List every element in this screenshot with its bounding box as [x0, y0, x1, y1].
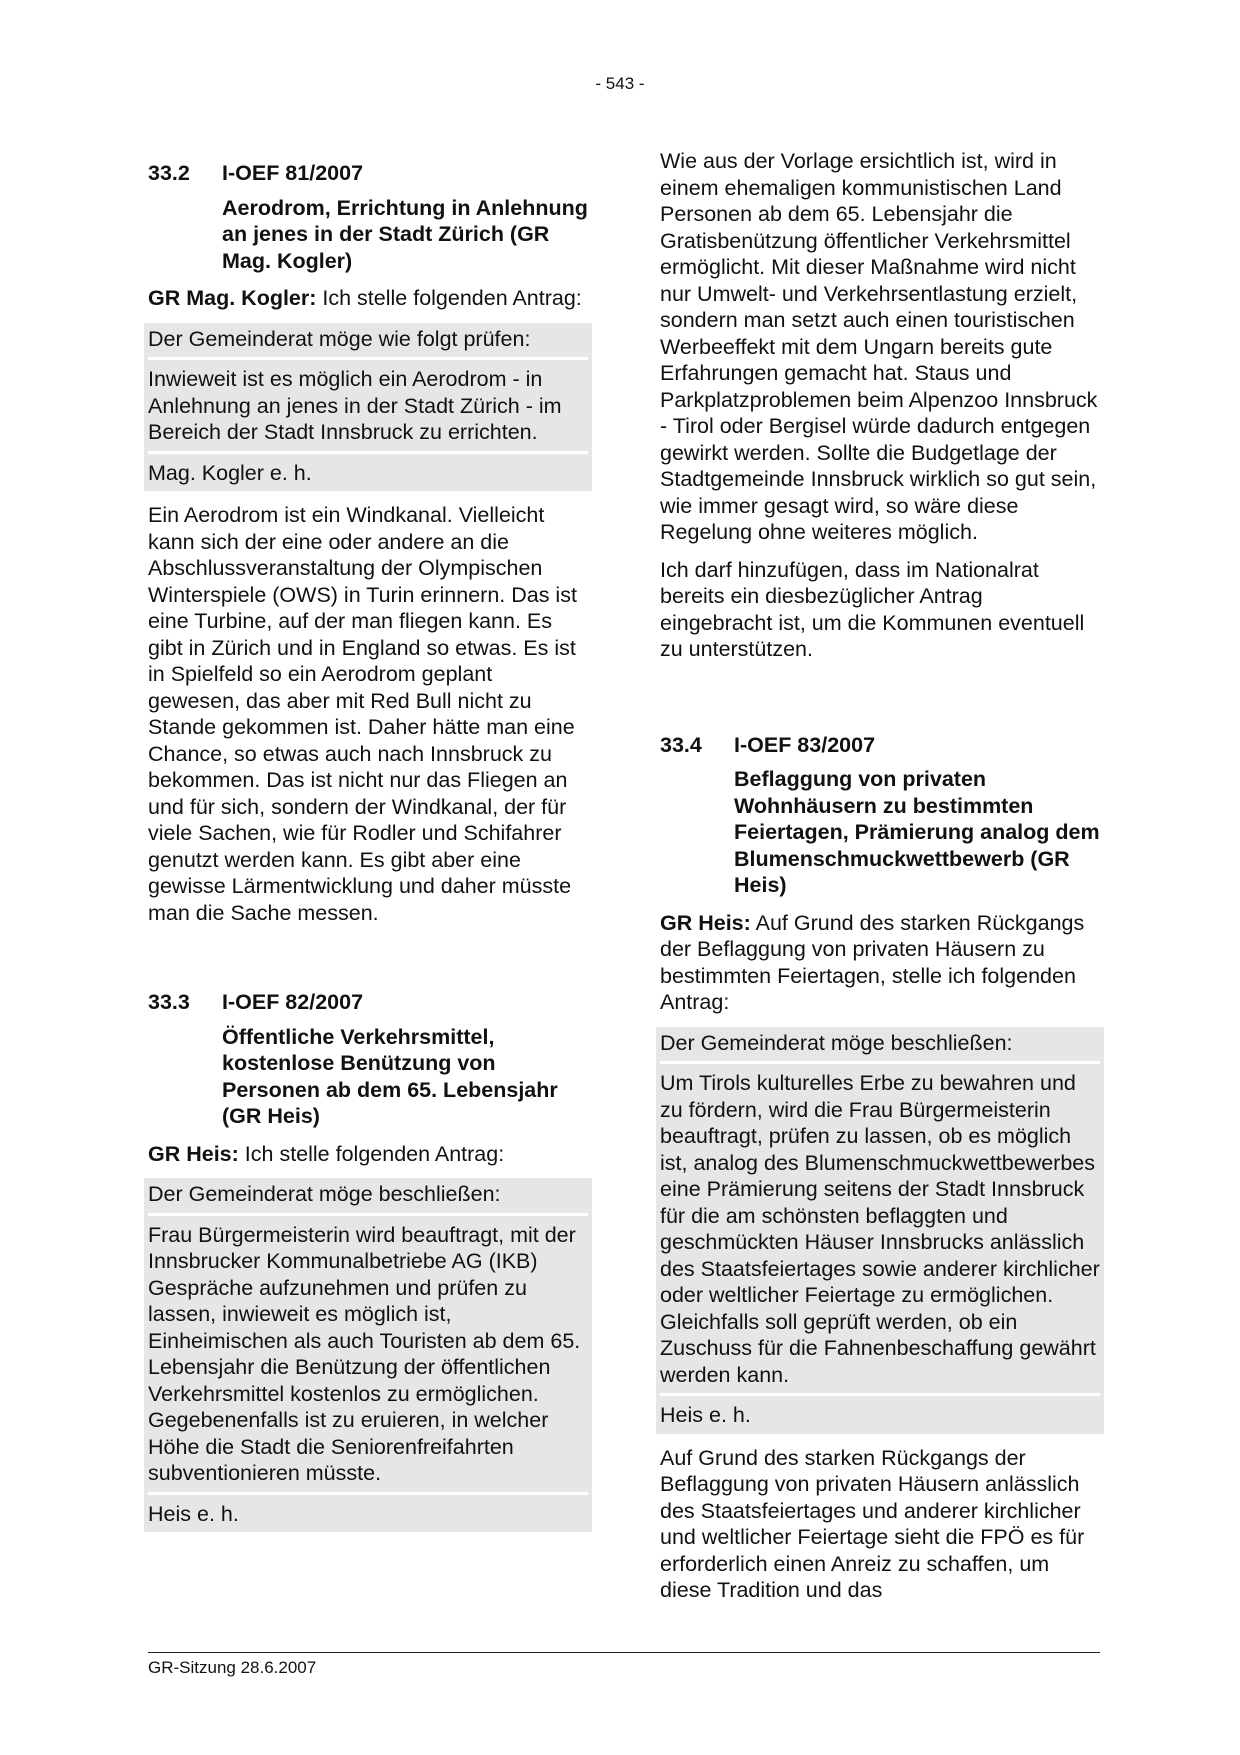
motion-body: Frau Bürgermeisterin wird beauftragt, mit der Innsbrucker Kommunalbetriebe AG (IKB) Gespräche aufzunehmen und prüfen zu lassen, inwieweit es möglich ist, Einheimischen als auch Touristen ab dem 65. Lebensjahr die Benützung der öffentlichen Verkehrsmittel kostenlos zu ermöglichen. Gegebenenfalls ist zu eruieren, in welcher Höhe die Stadt die Seniorenfreifahrten subventionieren müsste.	[148, 1213, 588, 1492]
motion-box	[144, 1178, 592, 1532]
intro-text: Ich stelle folgenden Antrag:	[322, 286, 582, 310]
item-number: 33.4	[660, 732, 702, 757]
motion-head: Der Gemeinderat möge wie folgt prüfen:	[148, 326, 531, 351]
item-number: 33.3	[148, 990, 190, 1014]
explanation-text: Ich darf hinzufügen, dass im Nationalrat bereits ein diesbezüglicher Antrag eingebracht ist, um die Kommunen eventuell zu unterstützen.	[660, 557, 1085, 661]
explanation-text: Wie aus der Vorlage ersichtlich ist, wird in einem ehemaligen kommunistischen Land Personen ab dem 65. Lebensjahr die Gratisbenützung öffentlicher Verkehrsmittel ermöglicht. Mit dieser Maßnahme wird nicht nur Umwelt- und Verkehrsentlastung erzielt, sondern man setzt auch einen touristischen Werbeeffekt mit dem Ungarn bereits gute Erfahrungen gemacht hat. Staus und Parkplatzproblemen beim Alpenzoo Innsbruck - Tirol oder Bergisel würde dadurch entgegen gewirkt werden. Sollte die Budgetlage der Stadtgemeinde Innsbruck wirklich so gut sein, wie immer gesagt wird, so wäre diese Regelung ohne weiteres möglich.	[660, 149, 1098, 544]
item-heading	[148, 160, 588, 187]
item-title: Aerodrom, Errichtung in Anlehnung an jenes in der Stadt Zürich (GR Mag. Kogler)	[222, 195, 588, 273]
footer-divider	[148, 1652, 1100, 1653]
motion-body: Um Tirols kulturelles Erbe zu bewahren und zu fördern, wird die Frau Bürgermeisterin beauftragt, prüfen zu lassen, ob es möglich ist, analog des Blumenschmuckwettbewerbes eine Prämierung seitens der Stadt Innsbruck für die am schönsten beflaggten und geschmückten Häuser Innsbrucks anlässlich des Staatsfeiertages sowie anderer kirchlicher oder weltlicher Feiertage zu ermöglichen. Gleichfalls soll geprüft werden, ob ein Zuschuss für die Fahnenbeschaffung gewährt werden kann.	[660, 1061, 1100, 1393]
motion-sign: Mag. Kogler e. h.	[148, 451, 588, 492]
item-reference: I-OEF 83/2007	[734, 732, 876, 757]
item-33-3	[148, 989, 588, 1532]
speaker-name: GR Mag. Kogler:	[148, 286, 317, 310]
item-heading	[660, 732, 1100, 759]
item-title: Beflaggung von privaten Wohnhäusern zu bestimmten Feiertagen, Prämierung analog dem Blumenschmuckwettbewerb (GR Heis)	[734, 767, 1100, 897]
speaker-intro	[148, 285, 588, 312]
footer-text: GR-Sitzung 28.6.2007	[148, 1658, 317, 1677]
intro-text: Ich stelle folgenden Antrag:	[244, 1141, 505, 1166]
item-33-4	[660, 732, 1100, 1604]
speaker-name: GR Heis:	[660, 910, 751, 935]
item-title: Öffentliche Verkehrsmittel, kostenlose Benützung von Personen ab dem 65. Lebensjahr (GR Heis)	[222, 1024, 558, 1128]
explanation-text: Ein Aerodrom ist ein Windkanal. Vielleicht kann sich der eine oder andere an die Abschlussveranstaltung der Olympischen Winterspiele (OWS) in Turin erinnern. Das ist eine Turbine, auf der man fliegen kann. Es gibt in Zürich und in England so etwas. Es ist in Spielfeld so ein Aerodrom geplant gewesen, das aber mit Red Bull nicht zu Stande gekommen ist. Daher hätte man eine Chance, so etwas auch nach Innsbruck zu bekommen. Das ist nicht nur das Fliegen an und für sich, sondern der Windkanal, der für viele Sachen, wie für Rodler und Schifahrer genutzt werden kann. Es gibt aber eine gewisse Lärmentwicklung und daher müsste man die Sache messen.	[148, 503, 577, 925]
item-reference: I-OEF 81/2007	[222, 161, 364, 185]
left-column	[148, 160, 588, 1543]
motion-sign: Heis e. h.	[660, 1393, 1100, 1434]
item-reference: I-OEF 82/2007	[222, 990, 364, 1014]
right-column	[660, 148, 1100, 1615]
item-33-2	[148, 160, 588, 926]
item-heading	[148, 989, 588, 1016]
motion-body: Inwieweit ist es möglich ein Aerodrom - in Anlehnung an jenes in der Stadt Zürich - im Bereich der Stadt Innsbruck zu errichten.	[148, 357, 588, 451]
speaker-name: GR Heis:	[148, 1141, 239, 1166]
motion-box	[656, 1027, 1104, 1434]
explanation-text: Auf Grund des starken Rückgangs der Beflaggung von privaten Häusern anlässlich des Staatsfeiertages und anderer kirchlicher und weltlicher Feiertage sieht die FPÖ es für erforderlich einen Anreiz zu schaffen, um diese Tradition und das	[660, 1445, 1085, 1602]
page-number: - 543 -	[595, 74, 645, 93]
speaker-intro	[148, 1141, 588, 1168]
motion-box	[144, 323, 592, 492]
intro-text: Auf Grund des starken Rückgangs der Beflaggung von privaten Häusern zu bestimmten Feiertagen, stelle ich folgenden Antrag:	[660, 910, 1085, 1014]
item-number: 33.2	[148, 161, 190, 185]
motion-head: Der Gemeinderat möge beschließen:	[660, 1030, 1013, 1055]
motion-sign: Heis e. h.	[148, 1492, 588, 1533]
motion-head: Der Gemeinderat möge beschließen:	[148, 1182, 501, 1206]
speaker-intro	[660, 910, 1100, 1016]
